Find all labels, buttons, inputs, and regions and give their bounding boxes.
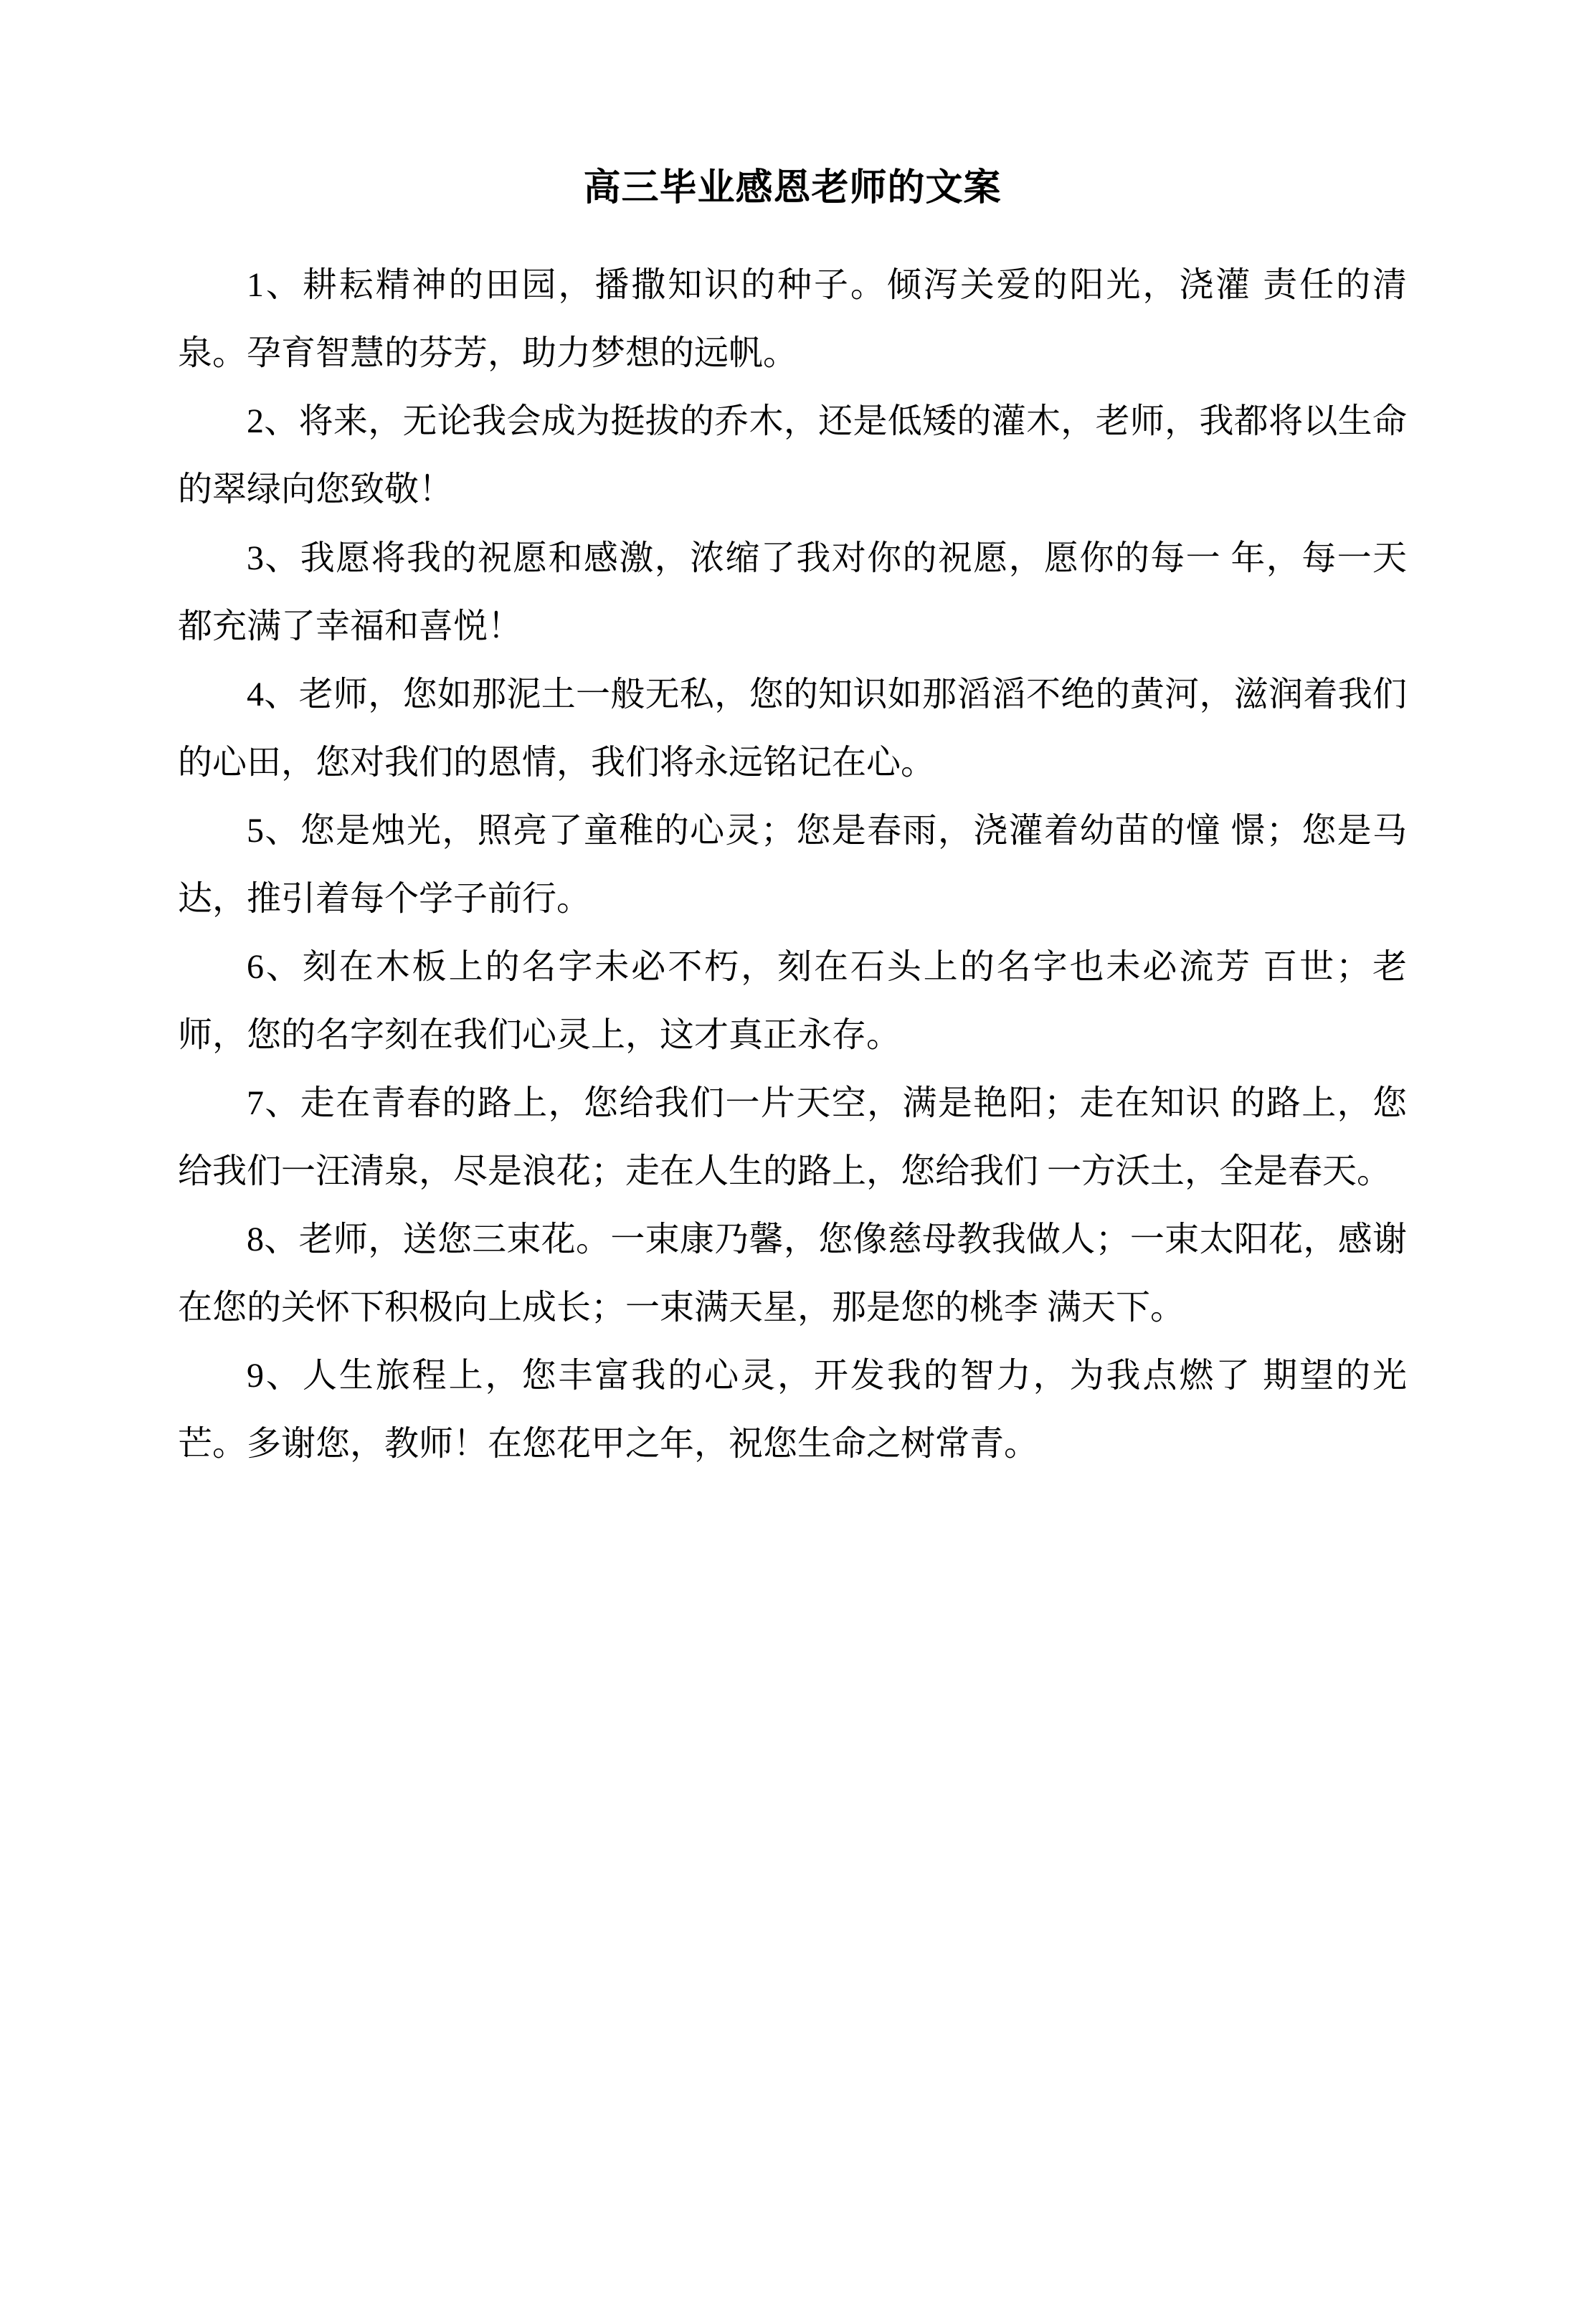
paragraph-item: 2、将来，无论我会成为挺拔的乔木，还是低矮的灌木，老师，我都将以生命的翠绿向您致敬！ [178, 402, 1407, 509]
paragraph-item: 6、刻在木板上的名字未必不朽，刻在石头上的名字也未必流芳 百世；老师，您的名字刻在我们心灵上，这才真正永存。 [178, 947, 1407, 1054]
document-content [178, 0, 1407, 1478]
paragraph-list [178, 251, 1407, 1478]
paragraph-item: 5、您是烛光，照亮了童稚的心灵；您是春雨，浇灌着幼苗的憧 憬；您是马达，推引着每个学子前行。 [178, 811, 1407, 918]
paragraph-item: 4、老师，您如那泥土一般无私，您的知识如那滔滔不绝的黄河，滋润着我们的心田，您对我们的恩情，我们将永远铭记在心。 [178, 675, 1407, 782]
paragraph-item: 8、老师，送您三束花。一束康乃馨，您像慈母教我做人；一束太阳花，感谢在您的关怀下积极向上成长；一束满天星，那是您的桃李 满天下。 [178, 1220, 1407, 1327]
paragraph-item: 1、耕耘精神的田园，播撒知识的种子。倾泻关爱的阳光，浇灌 责任的清泉。孕育智慧的芬芳，助力梦想的远帆。 [178, 266, 1407, 373]
paragraph-item: 3、我愿将我的祝愿和感激，浓缩了我对你的祝愿，愿你的每一 年，每一天都充满了幸福和喜悦！ [178, 539, 1407, 645]
page-title: 高三毕业感恩老师的文案 [583, 168, 1002, 209]
paragraph-item: 9、人生旅程上，您丰富我的心灵，开发我的智力，为我点燃了 期望的光芒。多谢您，教师！在您花甲之年，祝您生命之树常青。 [178, 1356, 1407, 1463]
paragraph-item: 7、走在青春的路上，您给我们一片天空，满是艳阳；走在知识 的路上，您给我们一汪清泉，尽是浪花；走在人生的路上，您给我们 一方沃土，全是春天。 [178, 1083, 1407, 1190]
